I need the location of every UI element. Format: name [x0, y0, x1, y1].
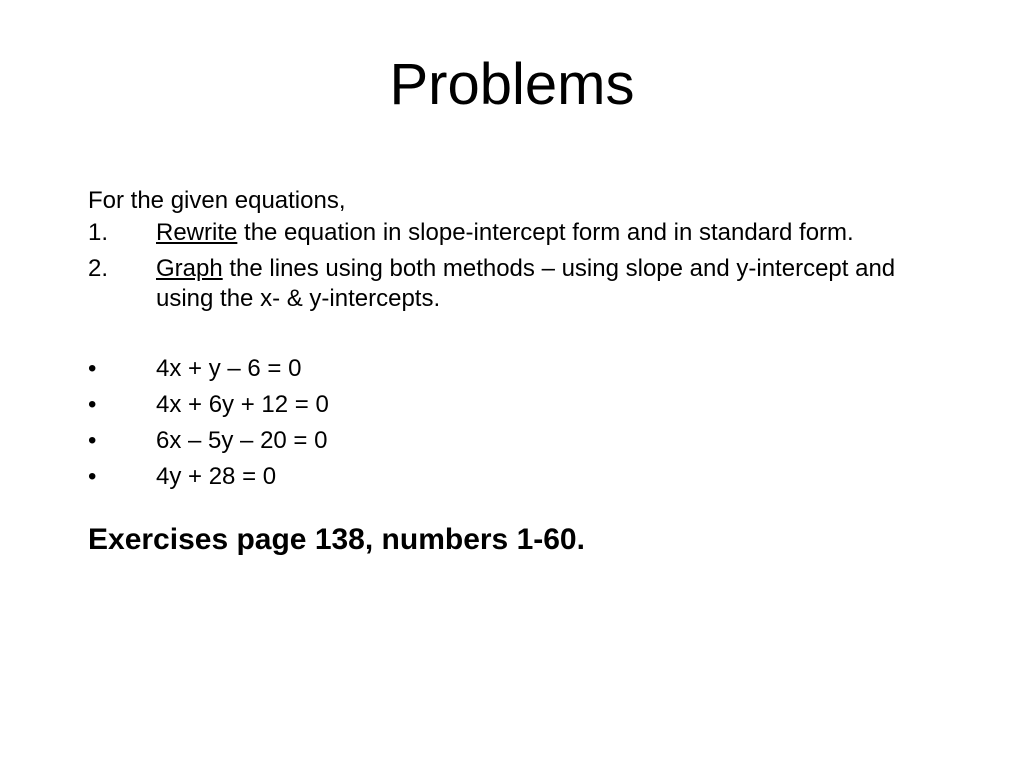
bullet-icon: • [88, 427, 97, 454]
bullet-icon: • [88, 391, 97, 418]
list-item [88, 426, 938, 456]
exercises-note: Exercises page 138, numbers 1-60. [88, 523, 585, 556]
numbered-item-1 [88, 218, 938, 248]
equation-text: 4y + 28 = 0 [156, 463, 277, 490]
numbered-item-2 [88, 254, 938, 314]
item-text [156, 254, 938, 314]
item-rest: the equation in slope-intercept form and in standard form. [237, 219, 854, 246]
slide-title: Problems [389, 52, 635, 117]
list-item [88, 390, 938, 420]
equation-text: 4x + 6y + 12 = 0 [156, 391, 329, 418]
item-keyword: Graph [156, 255, 223, 282]
list-item [88, 354, 938, 384]
item-number: 2. [88, 255, 109, 282]
item-text [156, 218, 938, 248]
item-number: 1. [88, 219, 109, 246]
equation-list [88, 354, 938, 492]
equation-text: 6x – 5y – 20 = 0 [156, 427, 328, 454]
list-item [88, 462, 938, 492]
item-keyword: Rewrite [156, 219, 238, 246]
intro-text: For the given equations, [88, 187, 346, 214]
slide-body [88, 186, 938, 558]
equation-text: 4x + y – 6 = 0 [156, 355, 302, 382]
item-rest: the lines using both methods – using slope and y-intercept and using the x- & y-intercepts. [156, 255, 896, 312]
bullet-icon: • [88, 463, 97, 490]
bullet-icon: • [88, 355, 97, 382]
